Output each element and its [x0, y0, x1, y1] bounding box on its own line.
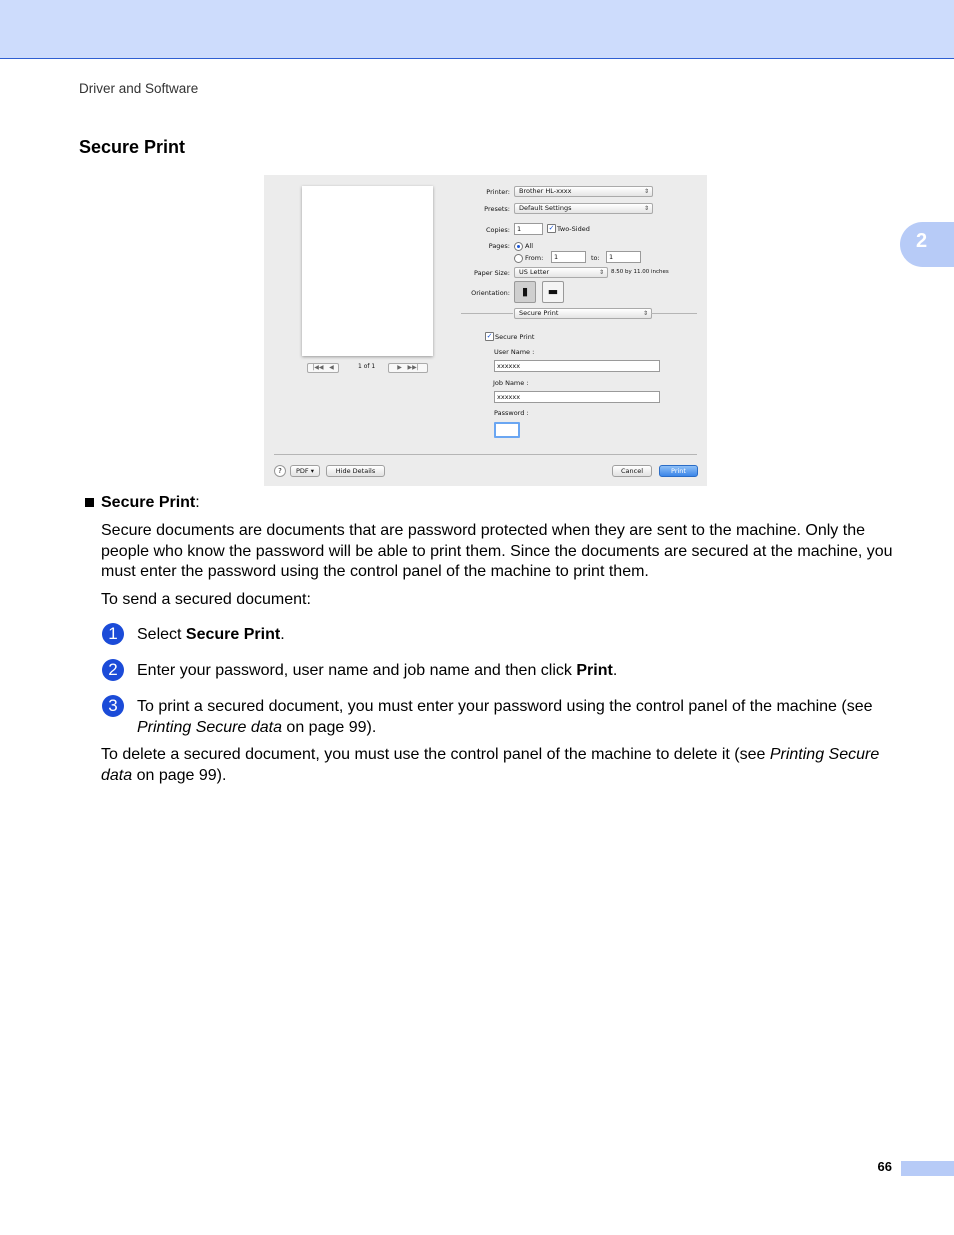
printer-value: Brother HL-xxxx [519, 187, 572, 195]
job-name-label: Job Name : [493, 379, 529, 387]
step-1-text [137, 625, 897, 646]
step-3-text [137, 697, 897, 738]
paper-size-value: US Letter [519, 268, 550, 276]
pdf-button[interactable] [290, 465, 320, 477]
step-3-text-before: To print a secured document, you must enter your password using the control panel of the machine (see [137, 698, 873, 715]
pages-from-radio[interactable] [514, 254, 523, 263]
step-2-bold: Print [576, 662, 613, 679]
pages-to-label: to: [591, 254, 600, 262]
paper-size-popup[interactable] [514, 267, 608, 278]
pdf-label: PDF [295, 467, 309, 475]
pager-forward-buttons[interactable]: ▶ ▶▶| [388, 363, 428, 373]
paragraph-intro: Secure documents are documents that are password protected when they are sent to the machine. Only the people who know the password will be able to print them. Since the documents are secured at the machine, you must enter the password using the control panel of the machine to print them. [101, 522, 893, 580]
bottom-divider [274, 454, 697, 455]
bullet-heading [101, 493, 901, 514]
popup-arrows-icon: ⇕ [643, 205, 649, 212]
user-name-field[interactable]: xxxxxx [494, 360, 660, 372]
section-title: Secure Print [79, 137, 186, 157]
popup-arrows-icon: ⇕ [642, 310, 648, 317]
copies-label: Copies: [485, 226, 510, 234]
help-button[interactable]: ? [274, 465, 286, 477]
pager-back-buttons[interactable]: |◀◀ ◀ [307, 363, 339, 373]
orientation-label: Orientation: [471, 289, 510, 297]
step-3-text-after: on page 99). [281, 718, 377, 736]
pages-all-label: All [525, 242, 534, 250]
page-number-bar [901, 1161, 954, 1176]
job-name-field[interactable]: xxxxxx [494, 391, 660, 403]
portrait-orientation-icon[interactable]: ▮ [514, 281, 536, 303]
pages-all-radio[interactable] [514, 242, 523, 251]
password-field[interactable] [494, 422, 520, 438]
printer-label: Printer: [486, 188, 510, 196]
cancel-button[interactable]: Cancel [612, 465, 652, 477]
paper-size-dims: 8.50 by 11.00 inches [611, 269, 669, 275]
pages-label: Pages: [488, 242, 510, 250]
pages-to-field[interactable]: 1 [606, 251, 641, 263]
step-2-text-before: Enter your password, user name and job name and then click [137, 662, 577, 679]
paragraph-delete-after: on page 99). [132, 766, 227, 784]
presets-label: Presets: [484, 205, 510, 213]
paragraph-delete-italic: Printing Secure data [101, 746, 880, 784]
paper-size-label: Paper Size: [473, 269, 510, 277]
panel-divider-right [651, 313, 697, 314]
presets-popup[interactable] [514, 203, 653, 214]
chapter-number: 2 [916, 230, 928, 252]
presets-value: Default Settings [519, 204, 572, 212]
step-1-text-before: Select [137, 626, 186, 643]
hide-details-button[interactable]: Hide Details [326, 465, 385, 477]
step-1-bold: Secure Print [185, 626, 281, 643]
panel-popup[interactable] [514, 308, 652, 319]
popup-arrows-icon: ⇕ [598, 269, 604, 276]
secure-print-checkbox-label: Secure Print [495, 333, 535, 341]
popup-arrows-icon: ⇕ [643, 188, 649, 195]
step-1-text-after: . [280, 626, 285, 643]
two-sided-checkbox[interactable]: ✓ [548, 224, 555, 232]
chapter-tab [900, 222, 954, 267]
bullet-icon [85, 498, 94, 507]
step-3-number: 3 [102, 695, 124, 717]
page-preview [302, 186, 433, 356]
user-name-label: User Name : [494, 348, 535, 356]
print-dialog [264, 175, 707, 486]
step-2-number: 2 [102, 659, 124, 681]
pages-from-label: From: [525, 254, 544, 262]
header-band [0, 0, 954, 59]
pages-from-field[interactable]: 1 [551, 251, 586, 263]
paragraph-send: To send a secured document: [101, 591, 311, 608]
running-head: Driver and Software [79, 81, 199, 96]
panel-value: Secure Print [519, 309, 559, 317]
bullet-colon: : [195, 494, 200, 511]
page-number: 66 [877, 1159, 892, 1174]
chevron-down-icon: ▾ [310, 467, 314, 475]
password-label: Password : [494, 409, 529, 417]
step-2-text [137, 661, 897, 682]
pager-text: 1 of 1 [358, 363, 376, 370]
step-2-text-after: . [612, 662, 618, 679]
paragraph-delete-before: To delete a secured document, you must use the control panel of the machine to delete it (see [101, 746, 770, 763]
panel-divider-left [461, 313, 513, 314]
printer-popup[interactable] [514, 186, 653, 197]
secure-print-checkbox[interactable]: ✓ [486, 332, 493, 340]
paragraph-delete [101, 745, 891, 786]
two-sided-label: Two-Sided [557, 225, 590, 233]
landscape-orientation-icon[interactable]: ▬ [542, 281, 564, 303]
bullet-term: Secure Print [101, 494, 196, 511]
step-1-number: 1 [102, 623, 124, 645]
step-3-italic: Printing Secure data [137, 718, 282, 736]
print-button[interactable]: Print [659, 465, 698, 477]
copies-field[interactable]: 1 [514, 223, 543, 235]
